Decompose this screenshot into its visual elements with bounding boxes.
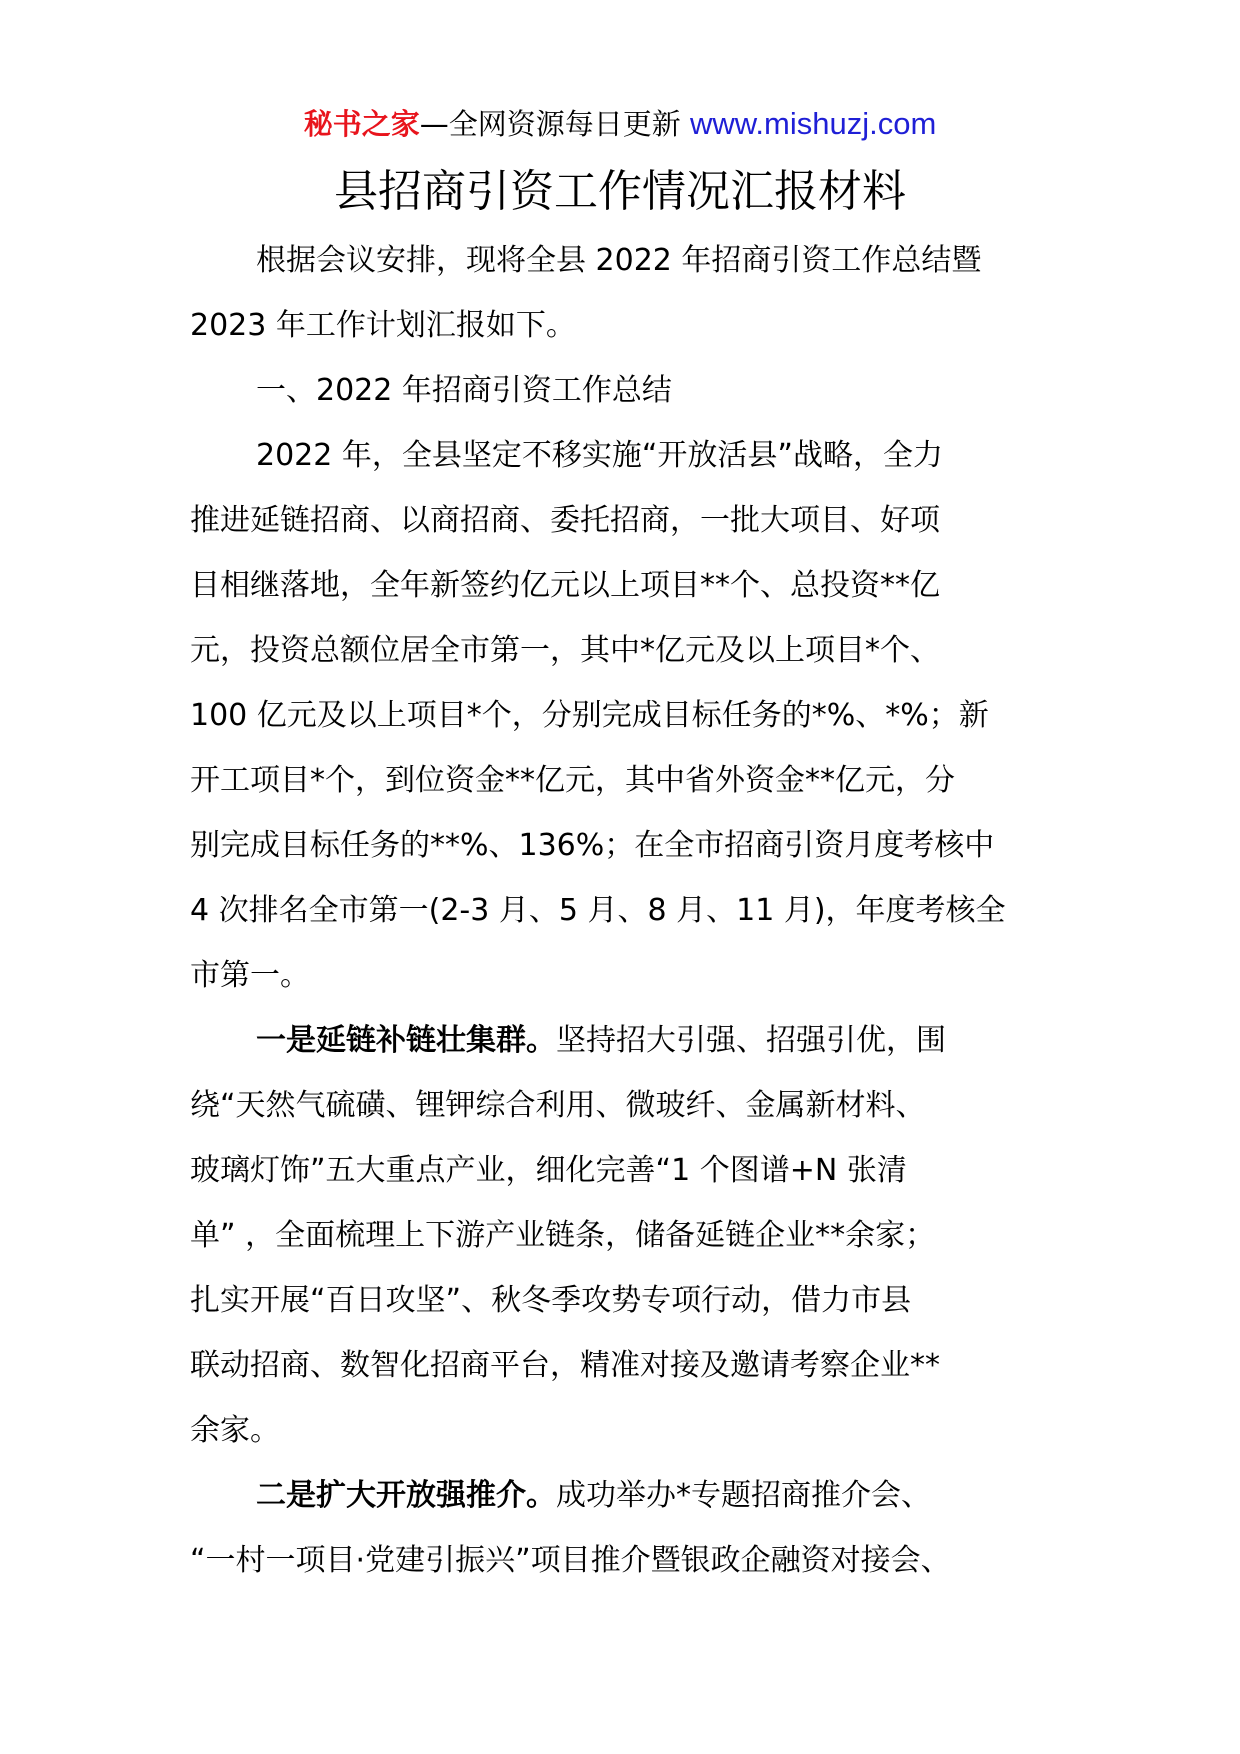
document-body [190, 228, 1070, 1593]
paragraph-line: 4 次排名全市第一(2-3 月、5 月、8 月、11 月)，年度考核全 [190, 893, 1006, 928]
watermark-brand: 秘书之家 [303, 107, 420, 141]
paragraph-line: 2023 年工作计划汇报如下。 [190, 308, 576, 343]
watermark-slogan: —全网资源每日更新 [419, 107, 690, 141]
paragraph-text: 坚持招大引强、招强引优，围 [556, 1023, 946, 1058]
paragraph-line: “一村一项目·党建引振兴”项目推介暨银政企融资对接会、 [190, 1543, 951, 1578]
paragraph-line: 余家。 [190, 1413, 280, 1448]
paragraph-line: 2022 年，全县坚定不移实施“开放活县”战略，全力 [256, 438, 943, 473]
paragraph-line: 市第一。 [190, 958, 310, 993]
paragraph-text: 成功举办*专题招商推介会、 [556, 1478, 931, 1513]
paragraph-line: 玻璃灯饰”五大重点产业，细化完善“1 个图谱+N 张清 [190, 1153, 907, 1188]
paragraph-line: 100 亿元及以上项目*个，分别完成目标任务的*%、*%；新 [190, 698, 989, 733]
paragraph-line: 推进延链招商、以商招商、委托招商，一批大项目、好项 [190, 503, 940, 538]
document-title: 县招商引资工作情况汇报材料 [334, 166, 906, 217]
watermark-header [0, 104, 1240, 144]
bold-lead-text: 二是扩大开放强推介。 [256, 1478, 556, 1513]
paragraph-line: 根据会议安排，现将全县 2022 年招商引资工作总结暨 [256, 243, 982, 278]
watermark-url[interactable]: www.mishuzj.com [689, 106, 937, 141]
section-heading: 一、2022 年招商引资工作总结 [256, 373, 672, 408]
paragraph-line: 联动招商、数智化招商平台，精准对接及邀请考察企业** [190, 1348, 940, 1383]
paragraph-line: 绕“天然气硫磺、锂钾综合利用、微玻纤、金属新材料、 [190, 1088, 926, 1123]
paragraph-line: 目相继落地，全年新签约亿元以上项目**个、总投资**亿 [190, 568, 940, 603]
bold-lead-text: 一是延链补链壮集群。 [256, 1023, 556, 1058]
paragraph-line [190, 1463, 1070, 1528]
paragraph-line: 别完成目标任务的**%、136%；在全市招商引资月度考核中 [190, 828, 995, 863]
paragraph-line: 元，投资总额位居全市第一，其中*亿元及以上项目*个、 [190, 633, 940, 668]
paragraph-line: 扎实开展“百日攻坚”、秋冬季攻势专项行动，借力市县 [190, 1283, 912, 1318]
paragraph-line: 开工项目*个，到位资金**亿元，其中省外资金**亿元，分 [190, 763, 955, 798]
paragraph-line: 单” ，全面梳理上下游产业链条，储备延链企业**余家； [190, 1218, 936, 1253]
paragraph-line [190, 1008, 1070, 1073]
